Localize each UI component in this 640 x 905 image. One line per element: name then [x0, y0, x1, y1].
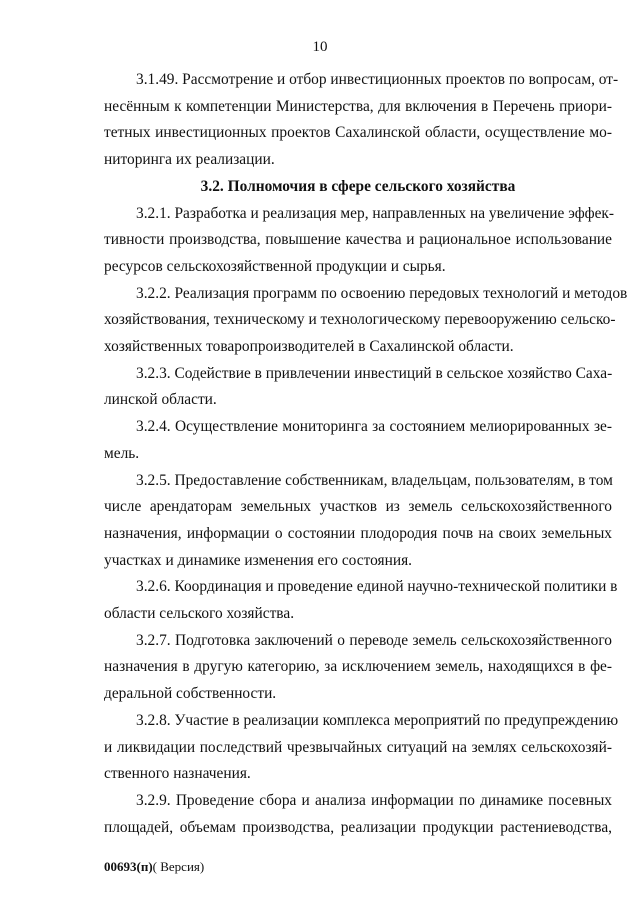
paragraph-line: 3.2.4. Осуществление мониторинга за состоянием мелиорированных зе- — [136, 418, 612, 436]
paragraph-3-2-1 — [104, 201, 615, 281]
document-footer — [104, 858, 204, 876]
paragraph-line: 3.2.7. Подготовка заключений о переводе земель сельскохозяйственного — [136, 631, 612, 649]
paragraph-line: ственного назначения. — [104, 765, 251, 783]
paragraph-line: площадей, объемам производства, реализации продукции растениеводства, — [104, 818, 612, 836]
paragraph-line: 3.2.8. Участие в реализации комплекса мероприятий по предупреждению — [136, 711, 619, 729]
paragraph-line: назначения, информации о состоянии плодородия почв на своих земельных — [104, 524, 612, 542]
paragraph-line: 3.2.5. Предоставление собственникам, владельцам, пользователям, в том — [136, 471, 613, 489]
paragraph-3-2-5 — [104, 468, 612, 575]
paragraph-line: мель. — [104, 444, 140, 462]
paragraph-line: 3.1.49. Рассмотрение и отбор инвестиционных проектов по вопросам, от- — [136, 71, 619, 88]
paragraph-line: 3.2.6. Координация и проведение единой научно-технической политики в — [136, 578, 618, 596]
paragraph-line: деральной собственности. — [104, 685, 277, 703]
paragraph-line: области сельского хозяйства. — [104, 605, 295, 623]
paragraph-line: хозяйствования, техническому и технологическому перевооружению сельско- — [104, 311, 616, 329]
paragraph-3-2-3 — [104, 361, 612, 414]
paragraph-3-2-4 — [104, 414, 612, 467]
paragraph-line: участках и динамике изменения его состояния. — [104, 551, 412, 569]
paragraph-line: ресурсов сельскохозяйственной продукции и сырья. — [104, 257, 446, 275]
paragraph-line: 3.2.9. Проведение сбора и анализа информации по динамике посевных — [136, 791, 612, 809]
paragraph-line: хозяйственных товаропроизводителей в Сахалинской области. — [104, 338, 514, 356]
document-body — [104, 67, 628, 841]
paragraph-line: 3.2.1. Разработка и реализация мер, направленных на увеличение эффек- — [136, 204, 615, 222]
paragraph-3-1-49 — [104, 67, 619, 174]
paragraph-line: назначения в другую категорию, за исключением земель, находящихся в фе- — [104, 658, 612, 676]
paragraph-3-2-6 — [104, 574, 618, 627]
paragraph-line: несённым к компетенции Министерства, для включения в Перечень приори- — [104, 97, 612, 115]
paragraph-line: ниторинга их реализации. — [104, 151, 275, 169]
paragraph-line: числе арендаторам земельных участков из земель сельскохозяйственного — [104, 498, 612, 516]
paragraph-3-2-7 — [104, 628, 612, 708]
paragraph-line: 3.2.2. Реализация программ по освоению передовых технологий и методов — [136, 284, 628, 302]
document-version-label: ( Версия) — [152, 859, 205, 874]
paragraph-3-2-2 — [104, 281, 628, 361]
paragraph-3-2-9 — [104, 788, 612, 841]
document-code: 00693(п) — [104, 859, 153, 874]
paragraph-line: тивности производства, повышение качества и рациональное использование — [104, 231, 612, 249]
paragraph-3-2-8 — [104, 708, 619, 788]
section-heading: 3.2. Полномочия в сфере сельского хозяйства — [200, 177, 516, 195]
paragraph-line: линской области. — [104, 391, 217, 409]
page-number: 10 — [312, 39, 328, 55]
paragraph-line: тетных инвестиционных проектов Сахалинской области, осуществление мо- — [104, 124, 612, 142]
paragraph-line: и ликвидации последствий чрезвычайных ситуаций на землях сельскохозяй- — [104, 738, 612, 756]
paragraph-line: 3.2.3. Содействие в привлечении инвестиций в сельское хозяйство Саха- — [136, 364, 613, 382]
